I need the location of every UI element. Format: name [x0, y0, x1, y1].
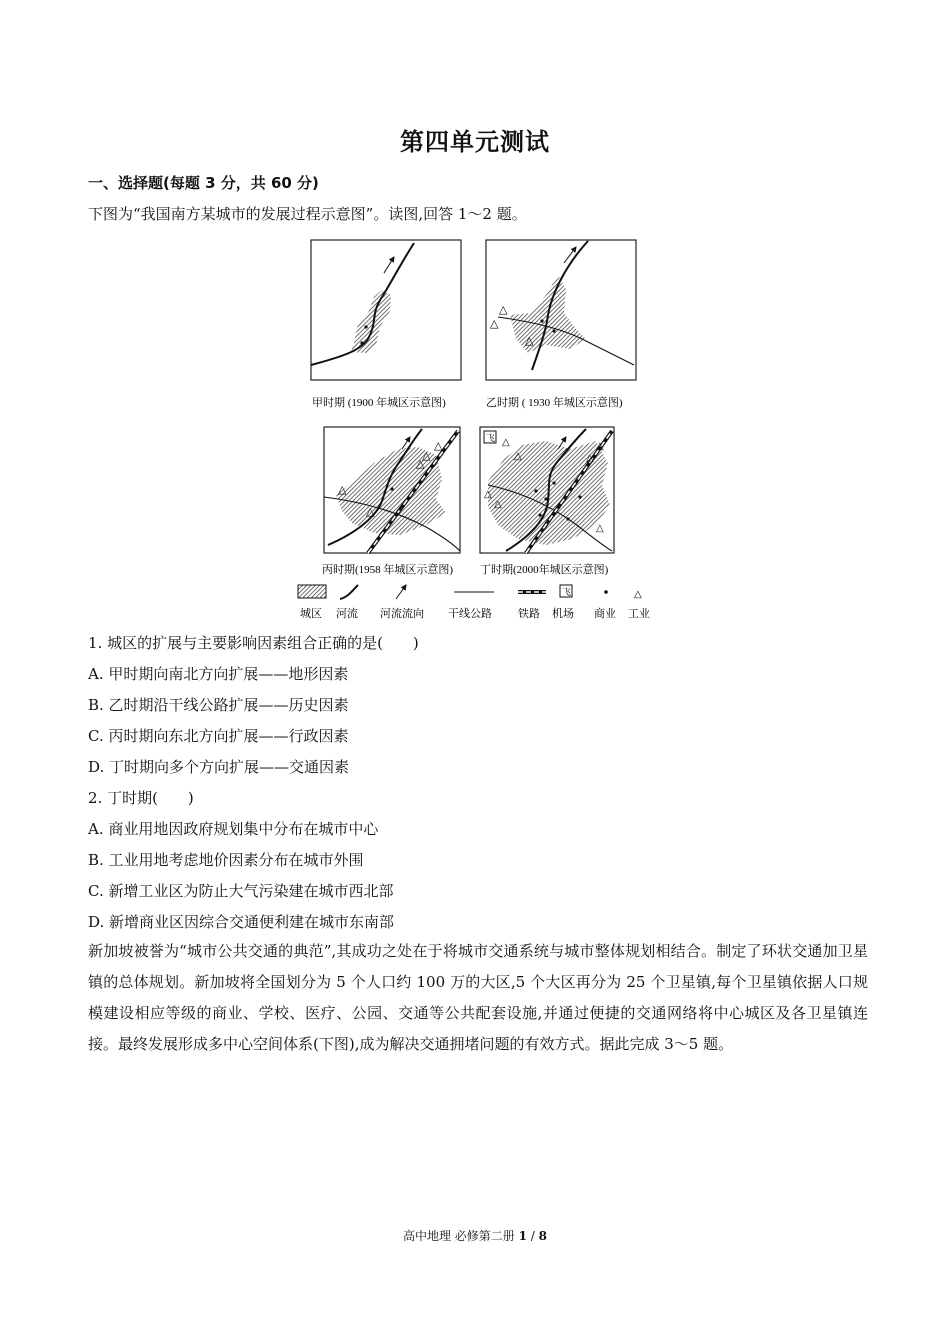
- svg-text:△: △: [484, 489, 492, 500]
- section-heading: 一、选择题(每题 3 分，共 60 分): [88, 174, 319, 192]
- legend-river: 河流: [336, 608, 358, 620]
- legend-urban: 城区: [300, 608, 322, 620]
- legend-airport: 机场: [552, 608, 574, 620]
- passage-singapore: 新加坡被誉为“城市公共交通的典范”,其成功之处在于将城市交通系统与城市整体规划相结合。制定了环状交通加卫星镇的总体规划。新加坡将全国划分为 5 个人口约 100 万的大区,5 个大区再分为 25 个卫星镇,每个卫星镇依据人口规模建设相应等级的商业、学校、医疗、公园、交通等公共配套设施,并通过便捷的交通网络将中心城区及各卫星镇连接。最终发展形成多中心空间体系(下图),成为解决交通拥堵问题的有效方式。据此完成 3～5 题。: [88, 942, 868, 1053]
- svg-text:△: △: [634, 589, 642, 600]
- q1-option-d: D. 丁时期向多个方向扩展——交通因素: [88, 758, 350, 776]
- svg-text:△: △: [596, 441, 604, 452]
- footer-total: 8: [538, 1229, 548, 1243]
- map-yi: [486, 240, 636, 380]
- svg-text:△: △: [499, 304, 508, 316]
- svg-text:△: △: [434, 440, 443, 452]
- legend-highway: 干线公路: [448, 608, 492, 620]
- q1-option-a: A. 甲时期向南北方向扩展——地形因素: [88, 665, 349, 683]
- svg-text:△: △: [494, 499, 502, 510]
- q2-option-a: A. 商业用地因政府规划集中分布在城市中心: [88, 820, 379, 838]
- svg-text:飞: 飞: [486, 433, 496, 443]
- svg-text:△: △: [416, 458, 425, 470]
- map-ding: [480, 427, 614, 553]
- legend: [298, 585, 650, 620]
- legend-railway: 铁路: [518, 608, 540, 620]
- city-development-figure: [296, 235, 662, 625]
- svg-text:△: △: [586, 453, 594, 464]
- intro-text: 下图为“我国南方某城市的发展过程示意图”。读图,回答 1～2 题。: [88, 205, 527, 223]
- footer-sep: /: [526, 1229, 539, 1243]
- caption-bing: 丙时期(1958 年城区示意图): [322, 564, 454, 576]
- q1-option-c: C. 丙时期向东北方向扩展——行政因素: [88, 727, 349, 745]
- q2-option-b: B. 工业用地考虑地价因素分布在城市外围: [88, 851, 364, 869]
- q2-option-d: D. 新增商业区因综合交通便利建在城市东南部: [88, 913, 395, 931]
- page-title: 第四单元测试: [400, 128, 550, 156]
- svg-text:△: △: [514, 451, 522, 462]
- svg-text:△: △: [338, 484, 347, 496]
- caption-yi: 乙时期 ( 1930 年城区示意图): [486, 397, 623, 409]
- q1-stem: 1. 城区的扩展与主要影响因素组合正确的是( ): [88, 634, 419, 652]
- legend-commerce: 商业: [594, 608, 616, 620]
- map-bing: [324, 427, 460, 553]
- svg-text:△: △: [366, 506, 375, 518]
- map-jia: [311, 240, 461, 380]
- caption-jia: 甲时期 (1900 年城区示意图): [312, 397, 446, 409]
- svg-text:△: △: [502, 437, 510, 448]
- caption-ding: 丁时期(2000年城区示意图): [480, 564, 609, 576]
- footer-page: 1: [518, 1229, 527, 1243]
- svg-text:△: △: [422, 450, 431, 462]
- svg-text:△: △: [596, 523, 604, 534]
- svg-text:△: △: [525, 335, 534, 347]
- page-footer: [0, 1227, 950, 1244]
- svg-text:△: △: [490, 318, 499, 330]
- q2-stem: 2. 丁时期( ): [88, 789, 194, 807]
- legend-industry: 工业: [628, 608, 650, 620]
- q1-option-b: B. 乙时期沿干线公路扩展——历史因素: [88, 696, 349, 714]
- svg-text:飞: 飞: [562, 587, 572, 597]
- legend-flow: 河流流向: [380, 608, 424, 620]
- footer-subject: 高中地理 必修第二册: [402, 1229, 515, 1243]
- city-maps-svg: [296, 235, 662, 625]
- q2-option-c: C. 新增工业区为防止大气污染建在城市西北部: [88, 882, 394, 900]
